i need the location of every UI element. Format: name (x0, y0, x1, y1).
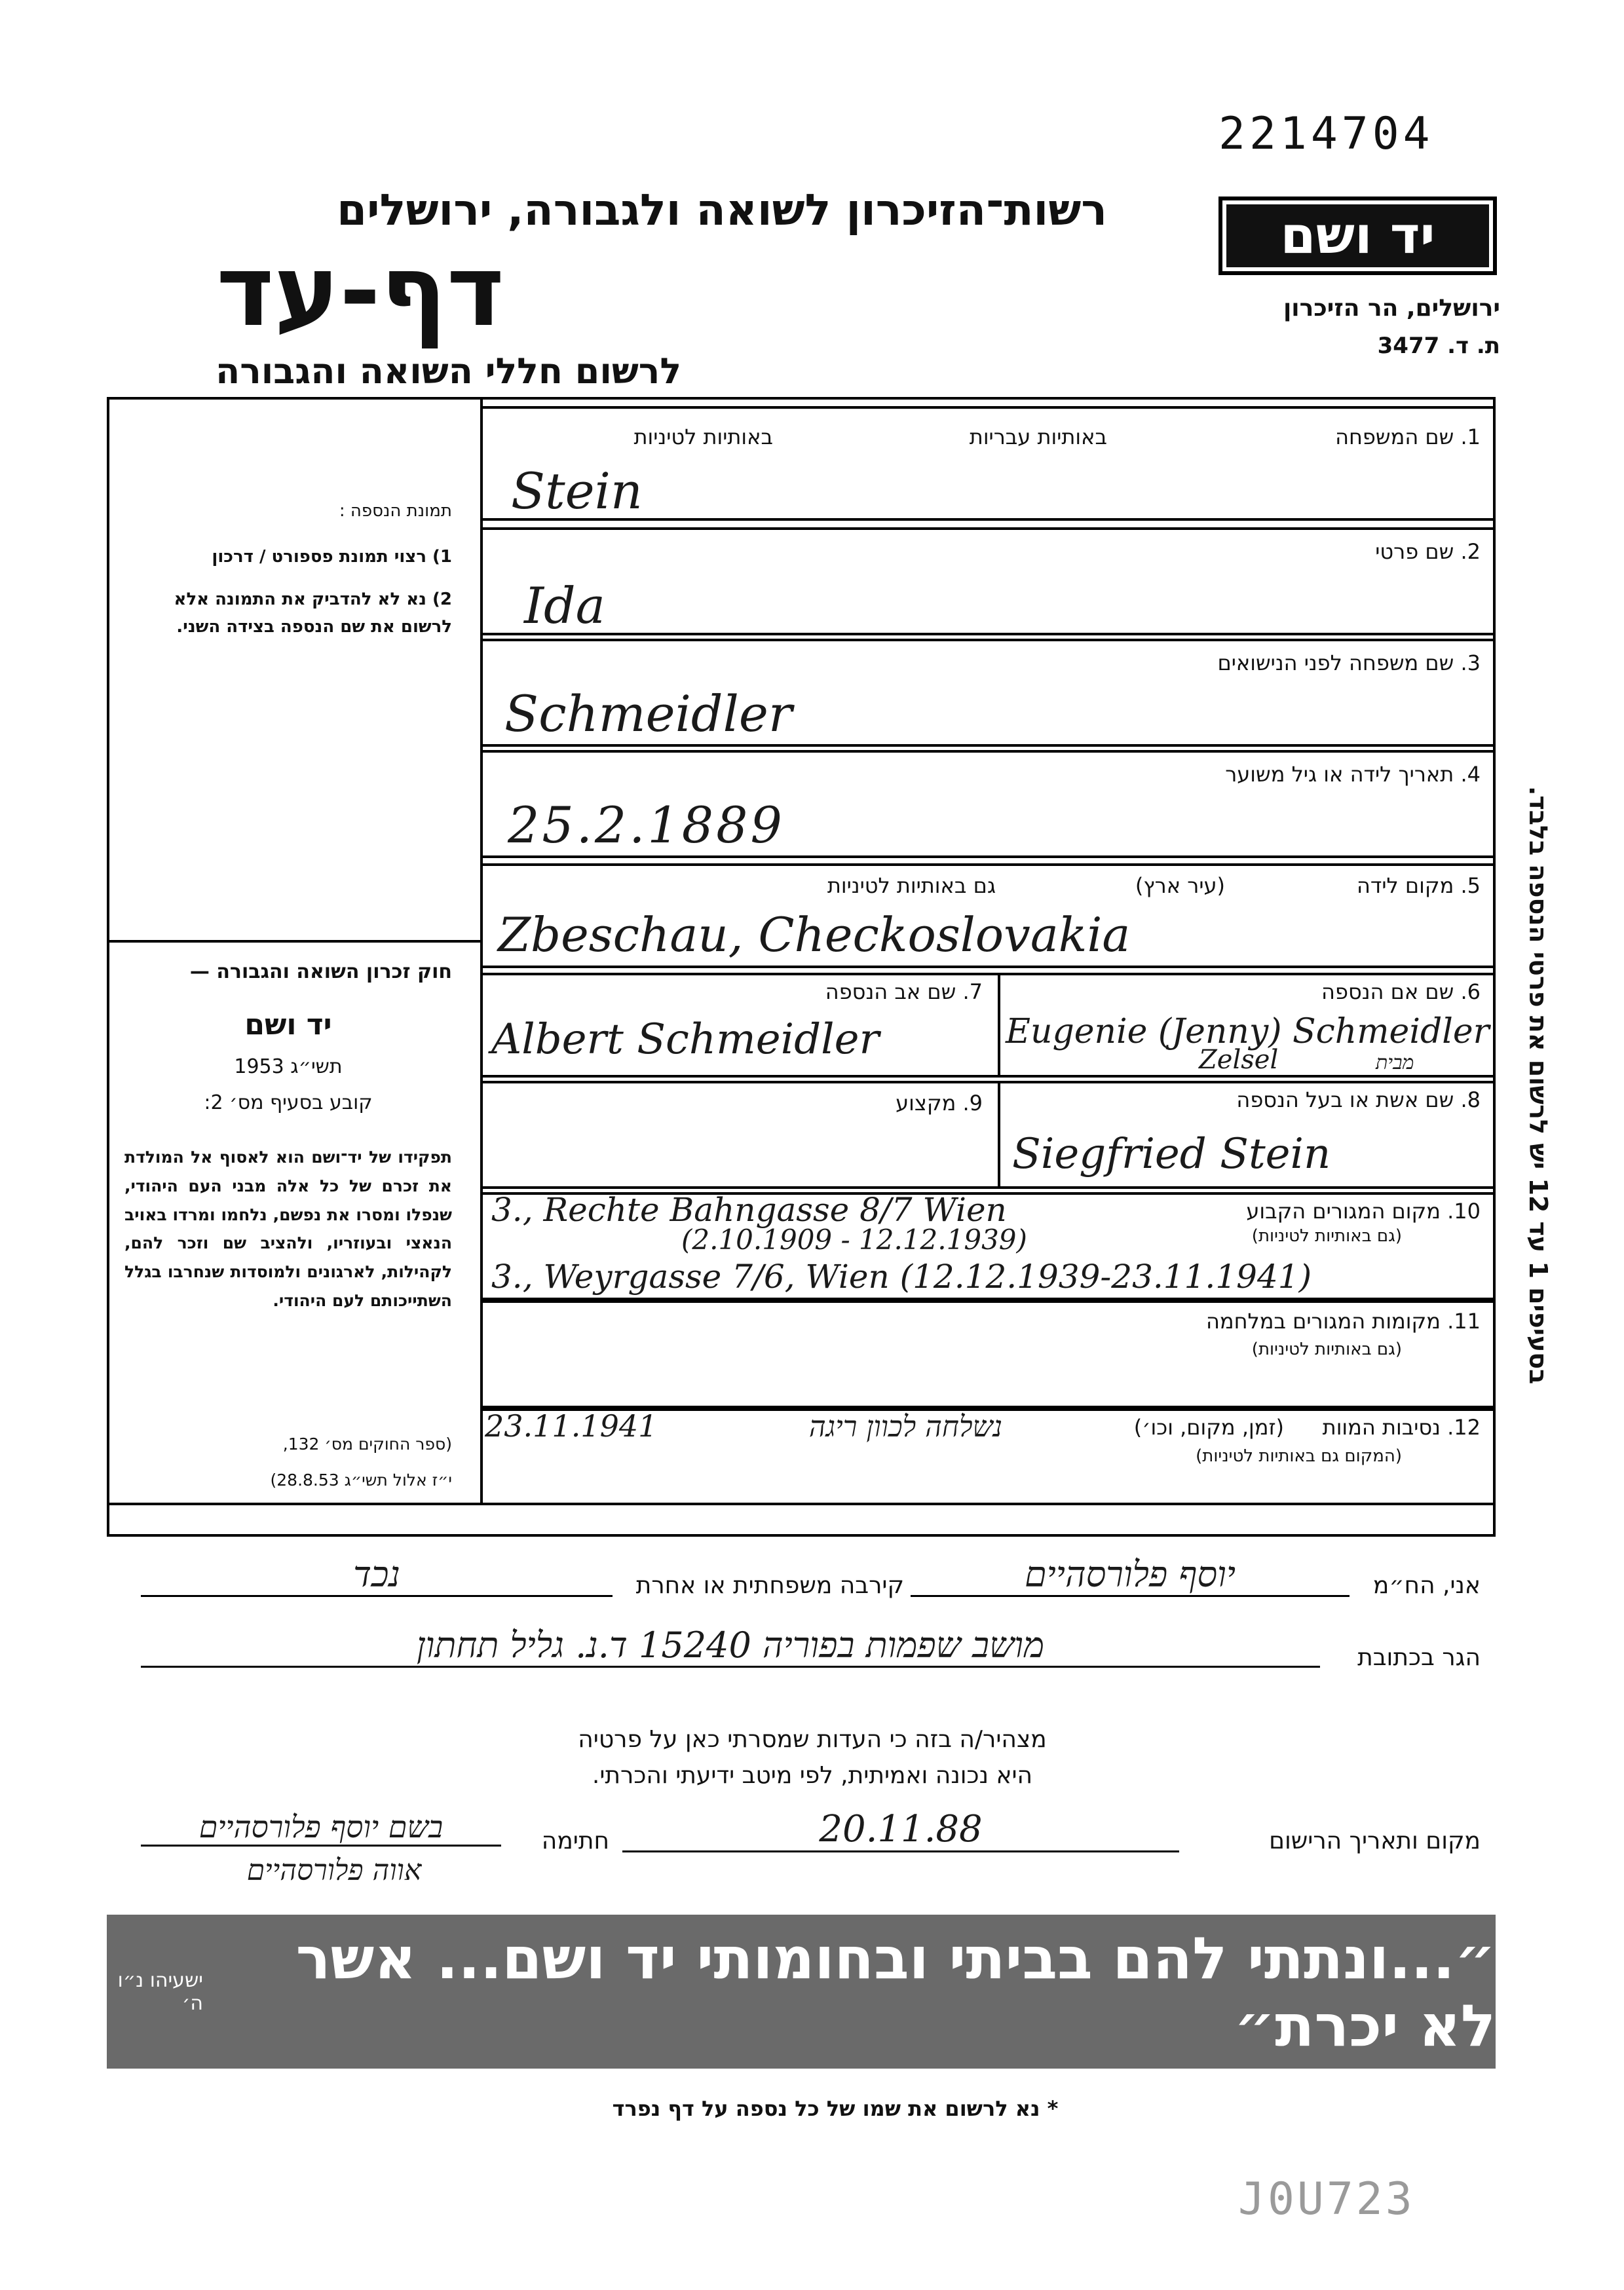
field-4-label: 4. תאריך לידה או גיל משוער (1225, 762, 1481, 787)
field-1-label: 1. שם המשפחה (1335, 424, 1481, 449)
address-label: הגר בכתובת (1357, 1644, 1481, 1671)
photo-note-title: תמונת הנספה : (339, 501, 452, 521)
field-10-value-2[interactable]: 3., Weyrgasse 7/6, Wien (12.12.1939-23.11.1941) (491, 1258, 1312, 1296)
archive-stamp: J0U723 (1238, 2173, 1415, 2225)
field-6-7-divider (998, 973, 1000, 1078)
field-12-sublabel: (המקום גם באותיות לטיניות) (1196, 1446, 1402, 1466)
field-6-value[interactable]: Eugenie (Jenny) Schmeidler (1006, 1012, 1490, 1051)
place-date-label: מקום ותאריך הרישום (1269, 1828, 1481, 1854)
signature-value[interactable]: בשם יוסף פלורסהיים (141, 1809, 501, 1847)
photo-note-line2: 2) נא לא להדביק את התמונה אלא לרשום את שם הנספה בצידה השני. (174, 590, 452, 637)
photo-law-divider (107, 940, 482, 943)
field-11-label: 11. מקומות המגורים במלחמה (1205, 1309, 1481, 1334)
logo-address: ירושלים, הר הזיכרון (1283, 295, 1500, 322)
law-source: (ספר החוקים מס׳ 132, (282, 1435, 452, 1454)
field-7-label: 7. שם אב הנספה (825, 979, 983, 1004)
field-5-sublabel: (עיר ארץ) (1135, 873, 1225, 898)
banner-source: ישעיהו נ״ו ה׳ (117, 1968, 203, 2015)
field-4-value[interactable]: 25.2.1889 (508, 796, 785, 854)
field-9-label: 9. מקצוע (896, 1091, 983, 1116)
footnote: * נא לרשום את שמו של כל נספה על דף נפרד (612, 2096, 1059, 2121)
field-11-sublabel: (גם באותיות לטיניות) (1251, 1340, 1402, 1359)
field-12-label-2: (זמן, מקום, וכו׳) (1133, 1415, 1284, 1440)
law-heading: חוק זכרון השואה והגבורה — (189, 960, 452, 983)
field-1-value[interactable]: Stein (511, 462, 643, 520)
org-name: רשות־הזיכרון לשואה ולגבורה, ירושלים (337, 185, 1107, 235)
field-5-latin-label: גם באותיות לטיניות (827, 873, 996, 898)
field-10-dates[interactable]: (2.10.1909 - 12.12.1939) (681, 1224, 1027, 1256)
field-2-value[interactable]: Ida (524, 576, 605, 635)
yad-vashem-logo (1218, 197, 1497, 275)
statement-line-1: מצהיר/ה בזה כי העדות שמסרתי כאן על פרטיה (578, 1726, 1047, 1753)
declarant-name[interactable]: יוסף פלורסהיים (911, 1554, 1350, 1597)
field-7-value[interactable]: Albert Schmeidler (491, 1015, 880, 1064)
signature-label: חתימה (541, 1828, 609, 1854)
place-date-value[interactable]: 20.11.88 (622, 1808, 1179, 1852)
law-date: י״ז אלול תשי״ג 28.8.53) (270, 1471, 452, 1490)
side-note-text: בסעיפים 1 עד 12 יש לרשום את פרטי הנספה בלבד. (1524, 786, 1553, 1385)
logo-text: יד ושם (1226, 204, 1489, 267)
field-6-value-2[interactable]: Zelsel (1199, 1045, 1279, 1075)
field-5-label: 5. מקום לידה (1357, 873, 1481, 898)
statement-line-2: היא נכונה ואמיתית, לפי מיטב ידיעתי והכרתי. (592, 1762, 1033, 1789)
field-12-date[interactable]: 23.11.1941 (485, 1408, 658, 1444)
field-10-value[interactable]: 3., Rechte Bahngasse 8/7 Wien (491, 1191, 1007, 1229)
field-6-value-3[interactable]: מבית (1376, 1051, 1414, 1074)
law-year: תשי״ג 1953 (234, 1055, 343, 1078)
field-10-label: 10. מקום המגורים הקבוע (1246, 1199, 1481, 1224)
field-12-circumstance[interactable]: נשלחה לכוון ריגה (808, 1410, 1002, 1444)
field-8-value[interactable]: Siegfried Stein (1012, 1130, 1331, 1178)
relation-label: קירבה משפחתית או אחרת (635, 1572, 904, 1599)
law-body: תפקידו של יד־ושם הוא לאסוף אל המולדת את זכרם של כל אלה מבני העם היהודי, שנפלו ומסרו את נפשם, נלחמו ומרדו באויב הנאצי ובעוזריו, ולהציב שם וזכר להם, לקהילות, לארגונים ולמוסדות שנחרבו בגלל השתייכותם לעם היהודי. (124, 1148, 452, 1310)
photo-note-line1: 1) רצוי תמונת פספורט / דרכון (212, 547, 452, 567)
field-8-9-divider (998, 1081, 1000, 1189)
field-10-sublabel: (גם באותיות לטיניות) (1251, 1226, 1402, 1246)
side-note (1507, 786, 1559, 1507)
page-subtitle: לרשום חללי השואה והגבורה (216, 350, 681, 392)
law-name: יד ושם (244, 1008, 332, 1042)
field-8-label: 8. שם אשת או בעל הנספה (1236, 1087, 1481, 1112)
field-1-latin-label: באותיות לטיניות (633, 424, 773, 449)
field-2-label: 2. שם פרטי (1375, 539, 1481, 564)
field-3-label: 3. שם משפחה לפני הנישואים (1217, 650, 1481, 675)
relation-value[interactable]: נכד (141, 1554, 613, 1597)
logo-po-box: ת. ד. 3477 (1377, 333, 1500, 359)
declarant-label: אני, הח״מ (1372, 1572, 1481, 1599)
serial-number: 2214704 (1218, 108, 1434, 160)
field-6-label: 6. שם אם הנספה (1321, 979, 1481, 1004)
field-5-value[interactable]: Zbeschau, Checkoslovakia (498, 907, 1131, 962)
law-clause: קובע בסעיף מס׳ 2: (204, 1091, 373, 1114)
quote-banner (107, 1915, 1496, 2069)
address-value[interactable]: מושב שפמות בפוריה 15240 ד.נ. גליל תחתון (141, 1624, 1320, 1668)
signature-value-2[interactable]: אווה פלורסהיים (246, 1854, 422, 1887)
field-12-label: 12. נסיבות המוות (1322, 1415, 1481, 1440)
field-3-value[interactable]: Schmeidler (504, 685, 793, 743)
page-title: דף-עד (216, 235, 504, 348)
banner-quote: ״...ונתתי להם בביתי ובחומותי יד ושם... אשר לא יכרת״ (295, 1924, 1496, 2059)
field-1-hebrew-label: באותיות עבריות (969, 424, 1107, 449)
